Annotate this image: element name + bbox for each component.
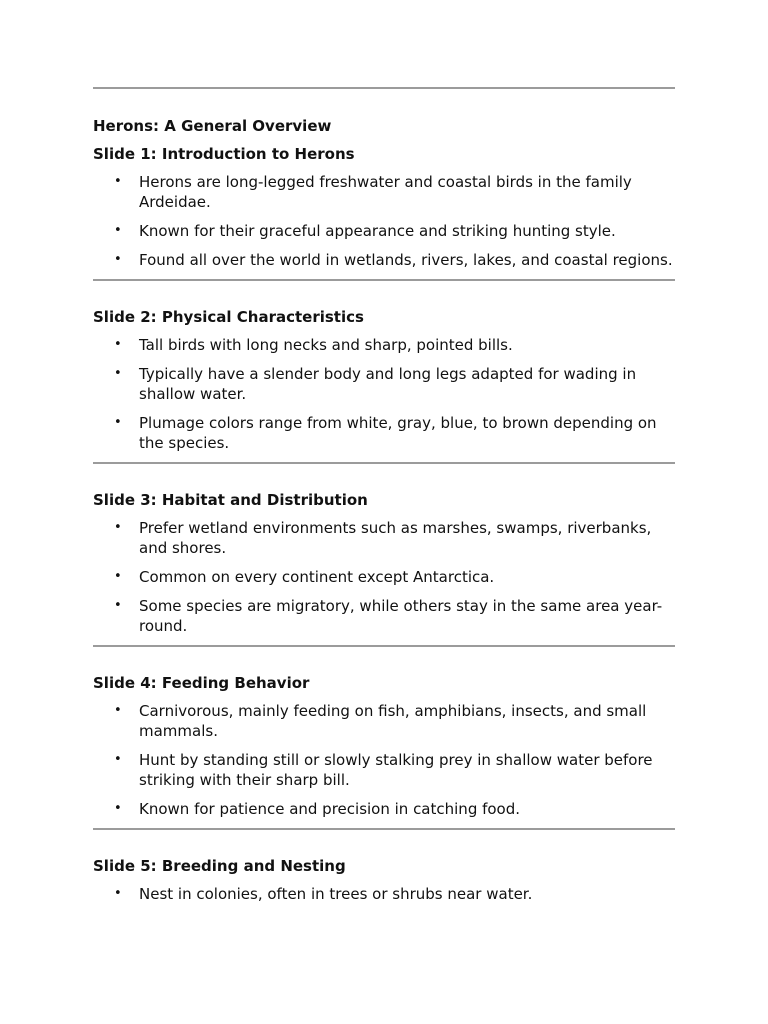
list-item bbox=[93, 413, 675, 453]
section-heading: Slide 1: Introduction to Herons bbox=[93, 145, 355, 163]
section-habitat bbox=[93, 490, 675, 647]
bullet-dot-icon: • bbox=[114, 520, 122, 535]
list-item bbox=[93, 518, 675, 558]
list-item bbox=[93, 884, 675, 904]
list-item-text: Typically have a slender body and long legs adapted for wading in shallow water. bbox=[139, 365, 637, 403]
section-introduction bbox=[93, 144, 675, 281]
bullet-dot-icon: • bbox=[114, 752, 122, 767]
list-item-text: Tall birds with long necks and sharp, pointed bills. bbox=[139, 336, 513, 354]
section-heading: Slide 3: Habitat and Distribution bbox=[93, 491, 368, 509]
section-heading: Slide 5: Breeding and Nesting bbox=[93, 857, 346, 875]
list-item bbox=[93, 799, 675, 819]
section-divider bbox=[93, 645, 675, 647]
bullet-dot-icon: • bbox=[114, 252, 122, 267]
document-title: Herons: A General Overview bbox=[93, 117, 332, 135]
bullet-dot-icon: • bbox=[114, 703, 122, 718]
document-page bbox=[93, 87, 675, 913]
bullet-list bbox=[93, 884, 675, 904]
section-breeding-nesting bbox=[93, 856, 675, 904]
bullet-dot-icon: • bbox=[114, 337, 122, 352]
bullet-dot-icon: • bbox=[114, 415, 122, 430]
list-item bbox=[93, 335, 675, 355]
section-heading: Slide 4: Feeding Behavior bbox=[93, 674, 310, 692]
section-physical-characteristics bbox=[93, 307, 675, 464]
list-item-text: Hunt by standing still or slowly stalking prey in shallow water before striking with their sharp bill. bbox=[139, 751, 653, 789]
list-item-text: Prefer wetland environments such as marshes, swamps, riverbanks, and shores. bbox=[139, 519, 652, 557]
list-item bbox=[93, 250, 675, 270]
list-item-text: Nest in colonies, often in trees or shrubs near water. bbox=[139, 885, 533, 903]
list-item bbox=[93, 750, 675, 790]
bullet-dot-icon: • bbox=[114, 223, 122, 238]
bullet-dot-icon: • bbox=[114, 886, 122, 901]
list-item-text: Herons are long-legged freshwater and coastal birds in the family Ardeidae. bbox=[139, 173, 632, 211]
list-item bbox=[93, 701, 675, 741]
bullet-list bbox=[93, 172, 675, 270]
bullet-dot-icon: • bbox=[114, 569, 122, 584]
list-item bbox=[93, 567, 675, 587]
section-divider bbox=[93, 828, 675, 830]
section-divider bbox=[93, 279, 675, 281]
section-heading: Slide 2: Physical Characteristics bbox=[93, 308, 364, 326]
bullet-dot-icon: • bbox=[114, 174, 122, 189]
section-feeding-behavior bbox=[93, 673, 675, 830]
bullet-list bbox=[93, 518, 675, 636]
bullet-dot-icon: • bbox=[114, 598, 122, 613]
list-item-text: Known for patience and precision in catching food. bbox=[139, 800, 521, 818]
bullet-list bbox=[93, 701, 675, 819]
list-item-text: Plumage colors range from white, gray, blue, to brown depending on the species. bbox=[139, 414, 657, 452]
list-item-text: Found all over the world in wetlands, rivers, lakes, and coastal regions. bbox=[139, 251, 673, 269]
bullet-dot-icon: • bbox=[114, 366, 122, 381]
section-divider bbox=[93, 462, 675, 464]
list-item bbox=[93, 364, 675, 404]
list-item-text: Carnivorous, mainly feeding on fish, amphibians, insects, and small mammals. bbox=[139, 702, 647, 740]
list-item bbox=[93, 221, 675, 241]
list-item-text: Some species are migratory, while others stay in the same area year-round. bbox=[139, 597, 663, 635]
list-item bbox=[93, 596, 675, 636]
bullet-list bbox=[93, 335, 675, 453]
list-item-text: Known for their graceful appearance and striking hunting style. bbox=[139, 222, 616, 240]
list-item bbox=[93, 172, 675, 212]
list-item-text: Common on every continent except Antarctica. bbox=[139, 568, 495, 586]
top-divider bbox=[93, 87, 675, 89]
bullet-dot-icon: • bbox=[114, 801, 122, 816]
